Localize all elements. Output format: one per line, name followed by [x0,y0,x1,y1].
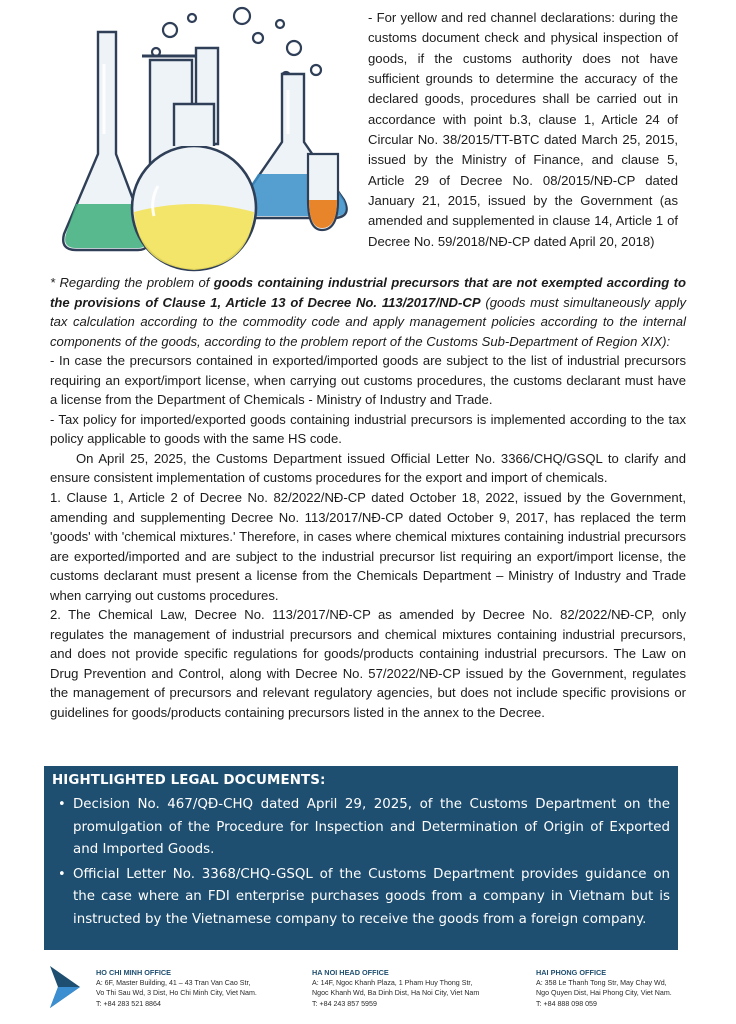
lab-glassware-icon [46,4,362,272]
office-address-line: A: 358 Le Thanh Tong Str, May Chay Wd, [536,979,667,988]
precursor-lead-tail: (goods must simultaneously apply tax calculation according to the commodity code and apply management policies according to the internal components of the goods, according to the problem report of the Customs Sub-Department of Region XIX): [50,294,686,349]
office-ha-noi [312,968,530,1009]
list-item [52,864,670,932]
precursor-lead-bold: goods containing industrial precursors that are not exempted according to the provisions of Clause 1, Article 13 of Decree No. 113/2017/ND-CP [50,275,686,310]
office-name: HA NOI HEAD OFFICE [312,968,389,977]
footer [44,960,694,1020]
bullet-icon: • [58,797,66,812]
precursor-regarding-paragraph [50,273,686,351]
company-logo-icon [48,964,82,1010]
office-phone: T: +84 283 521 8864 [96,999,161,1008]
official-letter-paragraph: On April 25, 2025, the Customs Department issued Official Letter No. 3366/CHQ/GSQL to clarify and ensure consistent implementation of customs procedures for the export and import of chemicals. [50,450,686,486]
list-item [52,794,670,862]
main-content [50,273,686,723]
office-address-line: Ngo Quyen Dist, Hai Phong City, Viet Nam. [536,989,672,998]
bullet-icon: • [58,866,66,882]
precursor-tax-point: - Tax policy for imported/exported goods containing industrial precursors is implemented according to the tax policy applicable to goods with the same HS code. [50,411,686,447]
office-phone: T: +84 243 857 5959 [312,999,377,1008]
office-address-line: Vo Thi Sau Wd, 3 Dist, Ho Chi Minh City, Viet Nam. [96,989,257,998]
intro-paragraph: - For yellow and red channel declarations: during the customs document check and physical inspection of goods, if the customs authority does not have sufficient grounds to determine the accuracy of the declared goods, procedures shall be carried out in accordance with point b.3, clause 1, Article 24 of Circular No. 38/2015/TT-BTC dated March 25, 2015, issued by the Ministry of Finance, and clause 5, Article 29 of Decree No. 08/2015/NĐ-CP dated January 21, 2015, issued by the Government (as amended and supplemented in clause 14, Article 1 of Decree No. 59/2018/NĐ-CP dated April 20, 2018) [368,10,678,249]
numbered-point-1: 1. Clause 1, Article 2 of Decree No. 82/2022/NĐ-CP dated October 18, 2022, issued by the Government, amending and supplementing Decree No. 113/2017/NĐ-CP dated October 9, 2017, has replaced the term 'goods' with 'chemical mixtures.' Therefore, in cases where chemical mixtures containing industrial precursors are exported/imported and are subject to the industrial precursor list requiring an export/import license, the customs declarant must present a license from the Chemicals Department – Ministry of Industry and Trade when carrying out customs procedures. [50,490,686,603]
office-address-line: A: 6F, Master Building, 41 – 43 Tran Van Cao Str, [96,979,251,988]
office-address-line: A: 14F, Ngoc Khanh Plaza, 1 Pham Huy Thong Str, [312,979,473,988]
office-address-line: Ngoc Khanh Wd, Ba Dinh Dist, Ha Noi City, Viet Nam [312,989,480,998]
office-phone: T: +84 888 098 059 [536,999,597,1008]
precursor-license-point: - In case the precursors contained in exported/imported goods are subject to the list of industrial precursors requiring an export/import license, when carrying out customs procedures, the customs declarant must have a license from the Department of Chemicals - Ministry of Industry and Trade. [50,353,686,408]
highlighted-document-text: Official Letter No. 3368/CHQ-GSQL of the Customs Department provides guidance on the case where an FDI enterprise purchases goods from a company in Vietnam but is instructed by the Vietnamese company to receive the goods from a foreign company. [73,866,670,927]
office-hai-phong [536,968,706,1009]
highlighted-documents-list [52,794,670,931]
highlighted-document-text: Decision No. 467/QĐ-CHQ dated April 29, 2025, of the Customs Department on the promulgation of the Procedure for Inspection and Determination of Origin of Exported and Imported Goods. [73,797,670,857]
numbered-point-2: 2. The Chemical Law, Decree No. 113/2017/NĐ-CP as amended by Decree No. 82/2022/NĐ-CP, only regulates the management of industrial precursors and chemical mixtures containing industrial precursors, and does not provide specific regulations for goods/products containing industrial precursors. The Law on Drug Prevention and Control, along with Decree No. 57/2022/NĐ-CP issued by the Government, regulates the management of precursors and relevant regulatory agencies, but does not include specific provisions or guidelines for goods/products containing precursors listed in the annex to the Decree. [50,607,686,721]
office-name: HO CHI MINH OFFICE [96,968,171,977]
highlighted-documents-box [44,766,678,950]
highlighted-documents-title: HIGHTLIGHTED LEGAL DOCUMENTS: [52,773,326,788]
office-ho-chi-minh [96,968,306,1009]
precursor-lead: * Regarding the problem of [50,275,214,290]
office-name: HAI PHONG OFFICE [536,968,607,977]
